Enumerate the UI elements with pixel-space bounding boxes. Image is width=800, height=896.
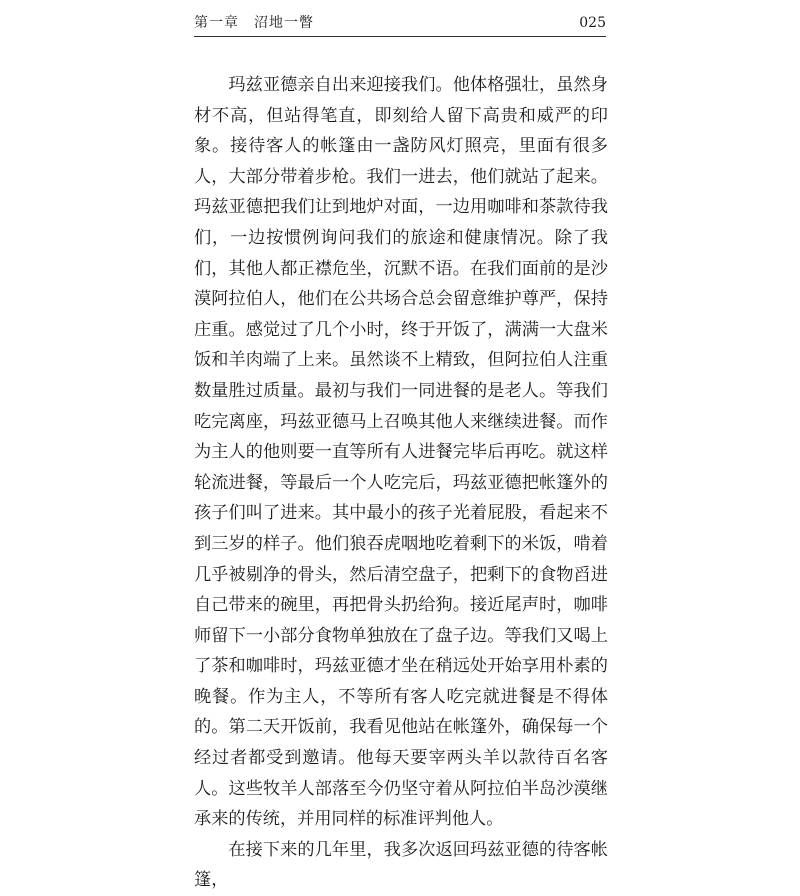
chapter-title: 第一章 沼地一瞥 (194, 15, 314, 31)
paragraph-2: 在接下来的几年里，我多次返回玛兹亚德的待客帐篷， (194, 839, 608, 891)
page-header (194, 12, 606, 34)
header-rule (194, 36, 606, 37)
body-text (194, 70, 608, 896)
page-number: 025 (579, 15, 606, 31)
paragraph-1: 玛兹亚德亲自出来迎接我们。他体格强壮，虽然身材不高，但站得笔直，即刻给人留下高贵和威严的印象。接待客人的帐篷由一盏防风灯照亮，里面有很多人，大部分带着步枪。我们一进去，他们就站了起来。玛兹亚德把我们让到地炉对面，一边用咖啡和茶款待我们，一边按惯例询问我们的旅途和健康情况。除了我们，其他人都正襟危坐，沉默不语。在我们面前的是沙漠阿拉伯人，他们在公共场合总会留意维护尊严，保持庄重。感觉过了几个小时，终于开饭了，满满一大盘米饭和羊肉端了上来。虽然谈不上精致，但阿拉伯人注重数量胜过质量。最初与我们一同进餐的是老人。等我们吃完离座，玛兹亚德马上召唤其他人来继续进餐。而作为主人的他则要一直等所有人进餐完毕后再吃。就这样轮流进餐，等最后一个人吃完后，玛兹亚德把帐篷外的孩子们叫了进来。其中最小的孩子光着屁股，看起来不到三岁的样子。他们狼吞虎咽地吃着剩下的米饭，啃着几乎被剔净的骨头，然后清空盘子，把剩下的食物舀进自己带来的碗里，再把骨头扔给狗。接近尾声时，咖啡师留下一小部分食物单独放在了盘子边。等我们又喝上了茶和咖啡时，玛兹亚德才坐在稍远处开始享用朴素的晚餐。作为主人，不等所有客人吃完就进餐是不得体的。第二天开饭前，我看见他站在帐篷外，确保每一个经过者都受到邀请。他每天要宰两头羊以款待百名客人。这些牧羊人部落至今仍坚守着从阿拉伯半岛沙漠继承来的传统，并用同样的标准评判他人。 (194, 75, 608, 830)
